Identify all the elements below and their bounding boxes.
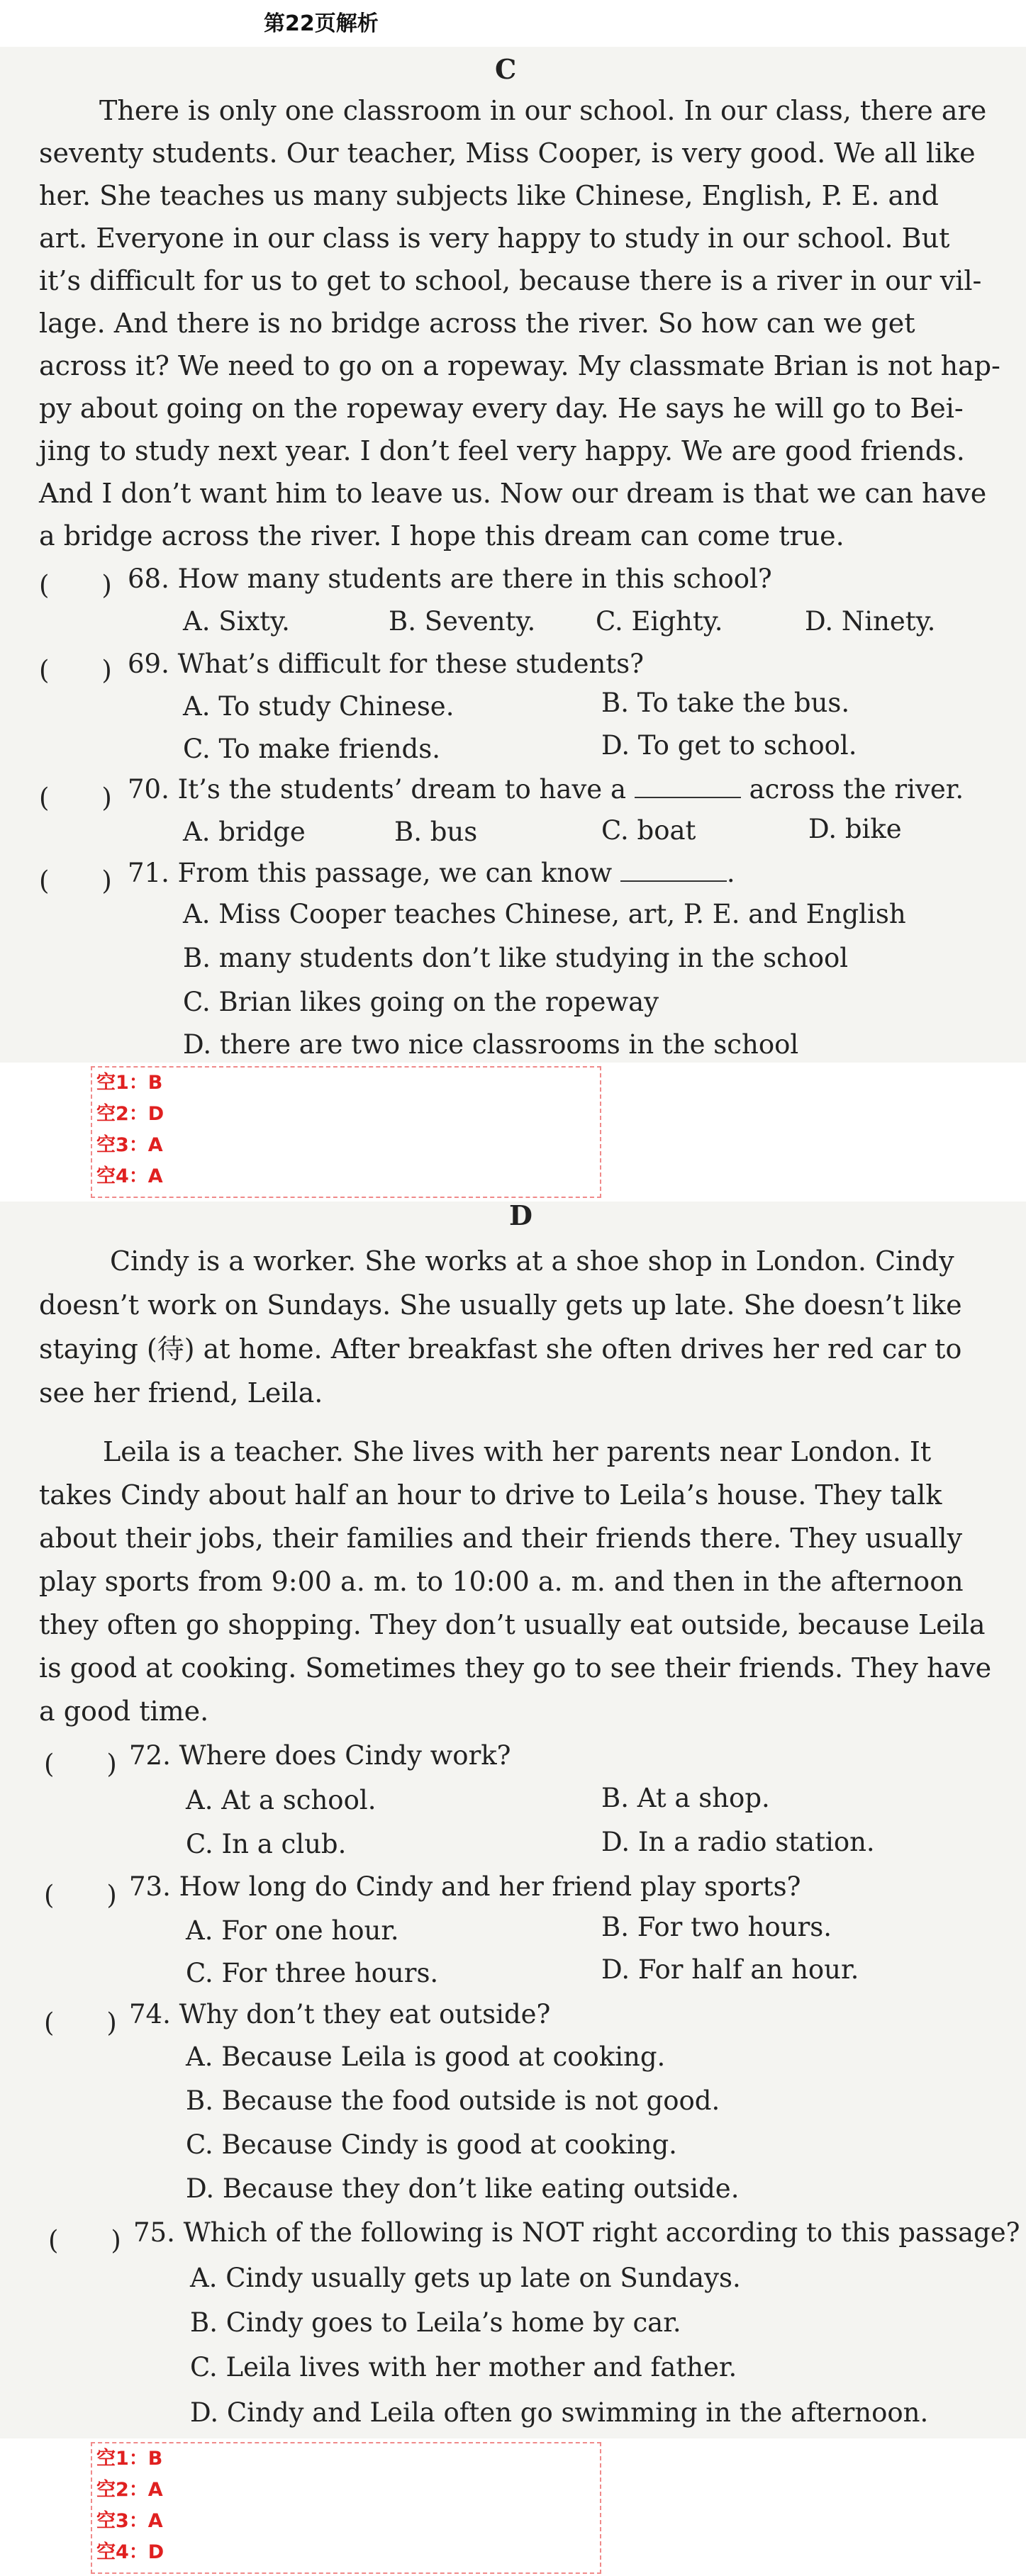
answer-item: 空2：A (96, 2479, 163, 2501)
question-70 (128, 774, 964, 805)
question-75: 75. Which of the following is NOT right according to this passage? (133, 2217, 1020, 2248)
option-b[interactable]: B. many students don’t like studying in the school (183, 943, 849, 973)
passage-line: art. Everyone in our class is very happy to study in our school. But (39, 223, 950, 254)
answer-paren[interactable]: ( ) (44, 2007, 117, 2038)
passage-line: they often go shopping. They don’t usually eat outside, because Leila (39, 1609, 986, 1640)
option-c[interactable]: C. boat (601, 815, 696, 846)
answer-item: 空1：B (96, 1072, 163, 1094)
fill-blank (635, 775, 741, 798)
option-d[interactable]: D. Ninety. (805, 606, 936, 637)
passage-line: play sports from 9:00 a. m. to 10:00 a. m. and then in the afternoon (39, 1566, 964, 1597)
answer-item: 空3：A (96, 1134, 163, 1156)
question-text: across the river. (749, 774, 964, 805)
answer-box-d (91, 2442, 601, 2574)
option-d[interactable]: D. Cindy and Leila often go swimming in the afternoon. (190, 2397, 929, 2428)
option-b[interactable]: B. For two hours. (601, 1912, 832, 1942)
answer-item: 空3：A (96, 2510, 163, 2532)
answer-item: 空4：D (96, 2541, 165, 2563)
question-68: 68. How many students are there in this school? (128, 564, 772, 594)
passage-c (39, 89, 1000, 557)
question-71 (128, 858, 735, 888)
passage-line: There is only one classroom in our school. In our class, there are (99, 95, 987, 126)
passage-line: Leila is a teacher. She lives with her parents near London. It (103, 1436, 932, 1467)
passage-line: staying (待) at home. After breakfast she often drives her red car to (39, 1333, 962, 1365)
question-text: 70. It’s the students’ dream to have a (128, 774, 627, 805)
passage-line: see her friend, Leila. (39, 1377, 323, 1409)
passage-line: a bridge across the river. I hope this dream can come true. (39, 520, 844, 551)
option-a[interactable]: A. To study Chinese. (183, 691, 455, 722)
option-d[interactable]: D. To get to school. (601, 730, 857, 761)
passage-line: is good at cooking. Sometimes they go to see their friends. They have (39, 1652, 992, 1684)
fill-blank (620, 859, 727, 882)
answer-paren[interactable]: ( ) (39, 866, 112, 896)
question-text: . (726, 858, 735, 888)
section-letter-c: C (495, 53, 517, 85)
option-a[interactable]: A. Cindy usually gets up late on Sundays. (190, 2263, 741, 2293)
answer-paren[interactable]: ( ) (39, 655, 112, 685)
question-72: 72. Where does Cindy work? (129, 1740, 511, 1771)
passage-line: lage. And there is no bridge across the river. So how can we get (39, 308, 915, 339)
option-c[interactable]: C. In a club. (186, 1829, 347, 1859)
option-a[interactable]: A. Because Leila is good at cooking. (186, 2042, 666, 2072)
option-a[interactable]: A. For one hour. (186, 1915, 399, 1946)
option-b[interactable]: B. To take the bus. (601, 688, 850, 718)
option-c[interactable]: C. Eighty. (596, 606, 723, 637)
answer-paren[interactable]: ( ) (44, 1749, 117, 1779)
answer-paren[interactable]: ( ) (39, 783, 112, 813)
section-letter-d: D (509, 1199, 532, 1231)
passage-line: seventy students. Our teacher, Miss Cooper, is very good. We all like (39, 138, 976, 169)
option-a[interactable]: A. Sixty. (183, 606, 290, 637)
passage-line: a good time. (39, 1696, 209, 1727)
passage-line: jing to study next year. I don’t feel very happy. We are good friends. (39, 435, 965, 466)
option-d[interactable]: D. there are two nice classrooms in the school (183, 1029, 799, 1060)
passage-line: across it? We need to go on a ropeway. My classmate Brian is not hap- (39, 350, 1000, 381)
option-b[interactable]: B. At a shop. (601, 1783, 770, 1813)
option-d[interactable]: D. bike (808, 814, 902, 844)
option-c[interactable]: C. Brian likes going on the ropeway (183, 987, 659, 1017)
option-b[interactable]: B. Seventy. (389, 606, 536, 637)
option-b[interactable]: B. bus (394, 817, 478, 847)
option-c[interactable]: C. To make friends. (183, 734, 440, 764)
answer-item: 空2：D (96, 1103, 165, 1125)
question-74: 74. Why don’t they eat outside? (129, 1999, 551, 2029)
page-title: 第22页解析 (264, 11, 379, 36)
passage-line: about their jobs, their families and their friends there. They usually (39, 1523, 963, 1554)
option-d[interactable]: D. Because they don’t like eating outside. (186, 2173, 740, 2204)
option-c[interactable]: C. Leila lives with her mother and father. (190, 2352, 737, 2382)
option-b[interactable]: B. Cindy goes to Leila’s home by car. (190, 2307, 681, 2338)
answer-item: 空4：A (96, 1165, 163, 1187)
option-a[interactable]: A. bridge (183, 817, 306, 847)
answer-paren[interactable]: ( ) (44, 1880, 117, 1910)
answer-paren[interactable]: ( ) (39, 570, 112, 600)
answer-paren[interactable]: ( ) (48, 2225, 121, 2256)
passage-line: doesn’t work on Sundays. She usually gets up late. She doesn’t like (39, 1289, 962, 1321)
option-a[interactable]: A. At a school. (186, 1785, 377, 1815)
passage-d-2 (39, 1430, 992, 1733)
passage-line: And I don’t want him to leave us. Now our dream is that we can have (39, 478, 987, 509)
question-73: 73. How long do Cindy and her friend play sports? (129, 1871, 801, 1902)
passage-line: takes Cindy about half an hour to drive to Leila’s house. They talk (39, 1479, 942, 1511)
option-c[interactable]: C. Because Cindy is good at cooking. (186, 2129, 677, 2160)
option-c[interactable]: C. For three hours. (186, 1958, 439, 1988)
passage-d-1 (39, 1239, 989, 1415)
passage-line: her. She teaches us many subjects like Chinese, English, P. E. and (39, 180, 939, 211)
answer-box-c (91, 1066, 601, 1198)
option-d[interactable]: D. In a radio station. (601, 1827, 875, 1857)
option-a[interactable]: A. Miss Cooper teaches Chinese, art, P. E. and English (183, 899, 906, 929)
passage-line: py about going on the ropeway every day. He says he will go to Bei- (39, 393, 964, 424)
question-text: 71. From this passage, we can know (128, 858, 613, 888)
option-b[interactable]: B. Because the food outside is not good. (186, 2085, 720, 2116)
passage-line: Cindy is a worker. She works at a shoe shop in London. Cindy (110, 1245, 954, 1277)
question-69: 69. What’s difficult for these students? (128, 649, 645, 679)
option-d[interactable]: D. For half an hour. (601, 1954, 859, 1985)
passage-line: it’s difficult for us to get to school, because there is a river in our vil- (39, 265, 982, 296)
answer-item: 空1：B (96, 2448, 163, 2470)
